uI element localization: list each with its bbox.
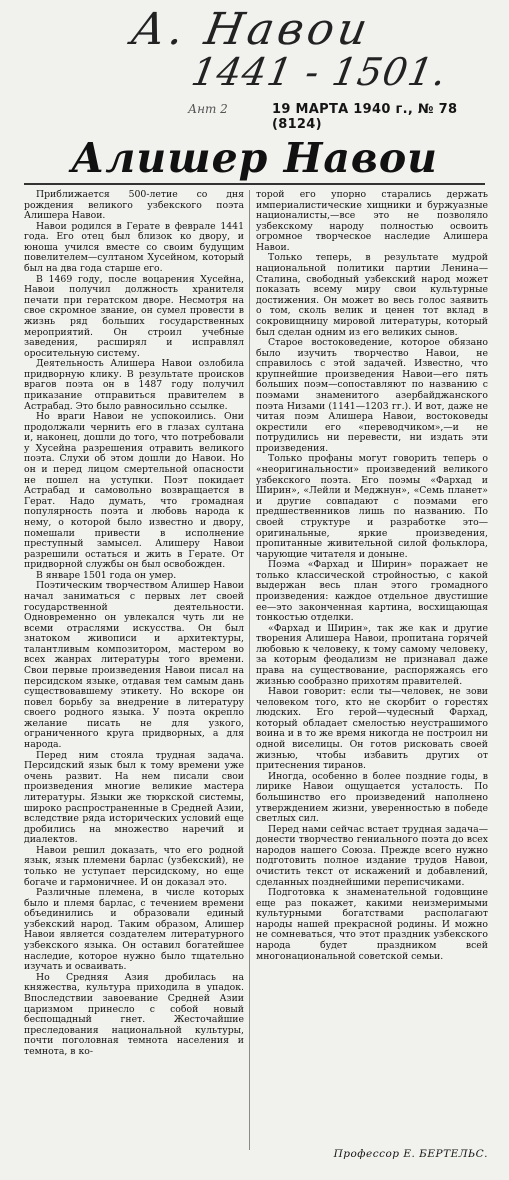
paragraph: Иногда, особенно в более поздние годы, в лирике Навои ощущается усталость. По большинство его произведений наполнено утверждением жизни, уверенностью в победе светлых сил. [256, 770, 488, 825]
paragraph: Поэтическим творчеством Алишер Навои начал заниматься с первых лет своей государственной деятельности. Одновременно он увлекался чуть ли не всеми отраслями искусства. Он был знатоком живописи и архитектуры, талантливым композитором, мастером во всех жанрах литературы того времени. Свои первые произведения Навои писал на персидском языке, отдавая тем самым дань существовавшему этикету. Но вскоре он повел борьбу за внедрение в литературу своего родного языка. У поэта окрепло желание писать не для узкого, ограниченного круга придворных, а для народа. [24, 580, 244, 751]
article-title: Алишер Навои [70, 134, 438, 182]
paragraph: Подготовка к знаменательной годовщине еще раз покажет, какими неизмеримыми культурными богатствами располагают народы нашей прекрасной родины. И можно не сомневаться, что этот праздник узбекского народа будет праздником всей многонациональной советской семьи. [256, 887, 488, 962]
paragraph: Различные племена, в числе которых было и племя барлас, с течением времени объединились и образовали единый узбекский народ. Таким образом, Алишер Навои является создателем литературного узбекского языка. Он оставил богатейшее наследие, которое нужно было тщательно изучать и осваивать. [24, 887, 244, 973]
paragraph: Только теперь, в результате мудрой национальной политики партии Ленина—Сталина, свободный узбекский народ может показать всему миру свои культурные достижения. Он может во весь голос заявить о том, сколь велик и ценен тот вклад в сокровищницу мировой литературы, который был сделан одним из его великих сынов. [256, 252, 488, 338]
title-rule [24, 183, 485, 185]
paragraph: «Фархад и Ширин», так же как и другие творения Алишера Навои, пропитана горячей любовью к человеку, к тому самому человеку, за которым феодализм не признавал даже права на существование, распоряжаясь его жизнью сообразно прихотям правителей. [256, 622, 488, 687]
paragraph: Навои говорит: если ты—человек, не зови человеком того, кто не скорбит о горестях людских. Его герой—чудесный Фархад, который обладает смелостью неустрашимого воина и в то же время никогда не построил ни одной виселицы. Он готов рисковать своей жизнью, чтобы избавить других от притеснения тиранов. [256, 686, 488, 772]
handwritten-mark: Ант 2 [188, 102, 228, 116]
column-divider [249, 190, 250, 1150]
handwritten-years: 1441 - 1501. [188, 50, 451, 94]
article-right-column [256, 190, 488, 962]
paragraph: Но враги Навои не успокоились. Они продолжали чернить его в глазах султана и, наконец, дошли до того, что потребовали у Хусейна разрешения отравить великого поэта. Слухи об этом дошли до Навои. Но он и перед лицом смертельной опасности не пошел на уступки. Поэт покидает Астрабад и самовольно возвращается в Герат. Надо думать, что громадная популярность поэта и любовь народа к нему, о которой было известно и двору, помешали привести в исполнение преступный замысел. Алишеру Навои разрешили остаться и жить в Герате. От придворной службы он был освобожден. [24, 411, 244, 571]
paragraph: Перед ним стояла трудная задача. Персидский язык был к тому времени уже очень развит. На нем писали свои произведения многие великие мастера литературы. Языки же тюркской системы, широко распространенные в Средней Азии, вследствие ряда исторических условий еще дробились на множество наречий и диалектов. [24, 749, 244, 846]
paragraph: Только профаны могут говорить теперь о «неоригинальности» произведений великого узбекского поэта. Его поэмы «Фархад и Ширин», «Лейли и Меджнун», «Семь планет» и другие совпадают с поэмами его предшественников лишь по названию. По своей структуре и разработке это—оригинальные, яркие произведения, пропитанные живительной силой фольклора, чарующие читателя и доныне. [256, 453, 488, 560]
author-signature: Профессор Е. БЕРТЕЛЬС. [333, 1148, 488, 1160]
paragraph: В январе 1501 года он умер. [36, 569, 177, 581]
paragraph: торой его упорно старались держать империалистические хищники и буржуазные националисты,—все это не позволяло узбекскому народу полностью освоить огромное творческое наследие Алишера Навои. [256, 189, 488, 253]
handwritten-name: А. Навои [127, 4, 375, 55]
dateline: 19 МАРТА 1940 г., № 78 (8124) [272, 102, 458, 132]
paragraph: Навои решил доказать, что его родной язык, язык племени барлас (узбекский), не только не уступает персидскому, но еще богаче и гармоничнее. И он доказал это. [24, 844, 244, 888]
paragraph: Приближается 500-летие со дня рождения великого узбекского поэта Алишера Навои. [24, 189, 244, 222]
paragraph: Но Средняя Азия дробилась на княжества, культура приходила в упадок. Впоследствии завоевание Средней Азии царизмом принесло с собой новый беспощадный гнет. Жесточайшие преследования национальной культуры, почти поголовная темнота населения и темнота, в ко- [24, 971, 244, 1057]
paragraph: Навои родился в Герате в феврале 1441 года. Его отец был близок ко двору, и юноша учился вместе со своим будущим повелителем—султаном Хусейном, который был на два года старше его. [24, 220, 244, 275]
paragraph: Старое востоковедение, которое обязано было изучить творчество Навои, не справилось с этой задачей. Известно, что крупнейшие произведения Навои—его пять больших поэм—сопоставляют по названию с поэмами знаменитого азербайджанского поэта Низами (1141—1203 гг.). И вот, даже не читая поэм Алишера Навои, востоковеды окрестили его «переводчиком»,—и не потрудились ни перевести, ни издать эти произведения. [256, 337, 488, 454]
paragraph: Перед нами сейчас встает трудная задача—донести творчество гениального поэта до всех народов нашего Союза. Прежде всего нужно подготовить полное издание трудов Навои, очистить текст от искажений и добавлений, сделанных позднейшими переписчиками. [256, 823, 488, 888]
paragraph: В 1469 году, после воцарения Хусейна, Навои получил должность хранителя печати при гератском дворе. Несмотря на свое скромное звание, он сумел провести в жизнь ряд больших государственных мероприятий. Он строил учебные заведения, расширял и исправлял оросительную систему. [24, 273, 244, 359]
paragraph: Поэма «Фархад и Ширин» поражает не только классической стройностью, с какой выдержан весь план этого громадного произведения: каждое отдельное двустишие ее—это законченная картина, восхищающая тонкостью отделки. [256, 559, 488, 624]
paragraph: Деятельность Алишера Навои озлобила придворную клику. В результате происков врагов поэта он в 1487 году получил приказание отправиться правителем в Астрабад. Это было равносильно ссылке. [24, 358, 244, 412]
article-left-column [24, 190, 244, 1057]
